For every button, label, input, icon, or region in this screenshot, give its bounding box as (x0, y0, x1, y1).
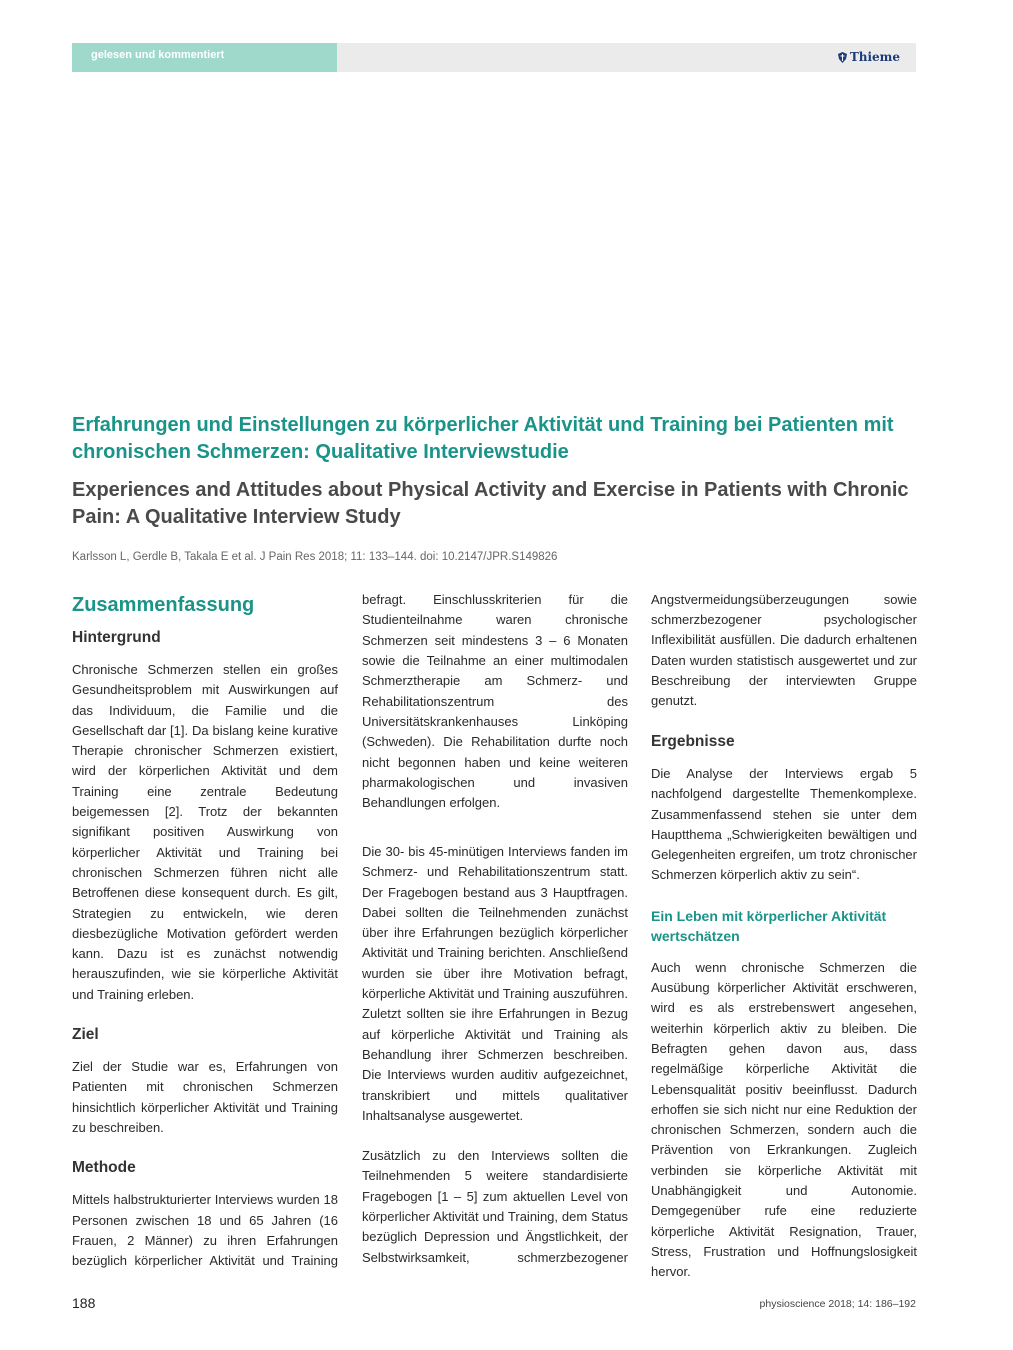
section-tag-label: gelesen und kommentiert (91, 49, 225, 61)
leben-heading: Ein Leben mit körperlicher Aktivität wertschätzen (651, 907, 887, 944)
hintergrund-heading: Hintergrund (72, 629, 161, 646)
abstract-heading: Zusammenfassung (72, 594, 255, 616)
page-number: 188 (72, 1295, 96, 1311)
ergebnisse-heading: Ergebnisse (651, 733, 735, 750)
methode-text-1: Mittels halbstrukturierter Interviews wurden 18 Personen zwischen 18 und 65 Jahren (16 Frauen, 2 Männer) zu ihren Erfahrungen bezüglich körperlicher Aktivität und Training (72, 1192, 338, 1269)
methode-text-1-overflow: befragt. Einschlusskriterien für die Studienteilnahme waren chronische Schmerzen seit mindestens 3 – 6 Monaten sowie die Teilnahme an einer multimodalen Schmerztherapie am Schmerz- und Rehabilitationszentrum des Universitätskrankenhauses Linköping (Schweden). Die Rehabilitation durfte noch nicht begonnen haben und keine weiteren pharmakologischen und invasiven Behandlungen erfolgen. (362, 592, 628, 811)
column-3 (651, 590, 917, 1283)
methode-text-2: Die 30- bis 45-minütigen Interviews fanden im Schmerz- und Rehabilitationszentrum statt. Der Fragebogen bestand aus 3 Hauptfragen. Dabei sollten die Teilnehmenden zunächst über ihre Erfahrungen bezüglich körperlicher Aktivität und Training berichten. Anschließend wurden sie über ihre Motivation befragt, körperliche Aktivität und Training auszuführen. Zuletzt sollten sie ihre Erfahrungen in Bezug auf körperliche Aktivität und Training als Behandlung ihrer Schmerzen beschreiben. Die Interviews wurden auditiv aufgezeichnet, transkribiert und mittels qualitativer Inhaltsanalyse ausgewertet. (362, 844, 628, 1123)
publisher-logo (838, 50, 900, 64)
ziel-heading: Ziel (72, 1026, 99, 1044)
publisher-name: Thieme (849, 50, 900, 64)
section-tag (72, 43, 337, 72)
leben-text: Auch wenn chronische Schmerzen die Ausübung körperlicher Aktivität erschweren, wird es als erstrebenswert angesehen, weiterhin körperlich aktiv zu bleiben. Die Befragten gehen davon aus, dass regelmäßige körperliche Aktivität die Lebensqualität positiv beeinflusst. Dadurch erhoffen sie sich nicht nur eine Reduktion der chronischen Schmerzen, sondern auch die Prävention von Erkrankungen. Zugleich verbinden sie körperliche Aktivität mit Unabhängigkeit und Autonomie. Demgegenüber rufe eine reduzierte körperliche Aktivität Resignation, Trauer, Stress, Frustration und Hoffnungslosigkeit hervor. (651, 959, 917, 1280)
citation: Karlsson L, Gerdle B, Takala E et al. J Pain Res 2018; 11: 133–144. doi: 10.2147/JPR.S149826 (72, 551, 558, 563)
hintergrund-text: Chronische Schmerzen stellen ein großes Gesundheitsproblem mit Auswirkungen auf das Individuum, die Familie und die Gesellschaft dar [1]. Da bislang keine kurative Therapie chronischer Schmerzen existiert, wird der körperlichen Aktivität und dem Training eine zentrale Bedeutung beigemessen [2]. Trotz der bekannten signifikant positiven Auswirkung von körperlicher Aktivität und Training bei chronischen Schmerzen führen nicht alle Betroffenen diese konsequent durch. Es gilt, Strategien zu entwickeln, wie deren diesbezügliche Motivation gefördert werden kann. Dazu ist es zunächst notwendig herauszufinden, wie sie körperliche Aktivität und Training erleben. (72, 662, 338, 1002)
article-title-english: Experiences and Attitudes about Physical Activity and Exercise in Patients with Chronic Pain: A Qualitative Interview Study (72, 479, 909, 528)
column-2 (362, 590, 628, 1268)
ergebnisse-text: Die Analyse der Interviews ergab 5 nachfolgend dargestellte Themenkomplexe. Zusammenfassend stehen sie unter dem Hauptthema „Schwierigkeiten bewältigen und Gelegenheiten ergreifen, um trotz chronischer Schmerzen körperlich aktiv zu sein“. (651, 766, 917, 883)
column-1 (72, 590, 338, 1271)
thieme-emblem-icon (838, 52, 847, 63)
methode-text-1-continued (362, 590, 628, 822)
methode-text-3: Zusätzlich zu den Interviews sollten die Teilnehmenden 5 weitere standardisierte Fragebogen [1 – 5] zum aktuellen Level von körperlicher Aktivität und Training, dem Status bezüglich Depression und Ängstlichkeit, der Selbstwirksamkeit, schmerzbezogener (362, 1148, 628, 1265)
article-title-german: Erfahrungen und Einstellungen zu körperlicher Aktivität und Training bei Patienten mit chronischen Schmerzen: Qualitative Interviewstudie (72, 414, 894, 463)
methode-text-3-overflow: Angstvermeidungsüberzeugungen sowie schmerzbezogener psychologischer Inflexibilität ausfüllen. Die dadurch erhaltenen Daten wurden statistisch ausgewertet und zur Beschreibung der interviewten Gruppe genutzt. (651, 591, 917, 709)
header-bar (72, 43, 916, 72)
ziel-text: Ziel der Studie war es, Erfahrungen von Patienten mit chronischen Schmerzen hinsichtlich körperlicher Aktivität und Training zu beschreiben. (72, 1059, 338, 1135)
methode-text-3-continued (651, 590, 917, 712)
journal-reference: physioscience 2018; 14: 186–192 (759, 1298, 916, 1310)
methode-heading: Methode (72, 1159, 136, 1177)
